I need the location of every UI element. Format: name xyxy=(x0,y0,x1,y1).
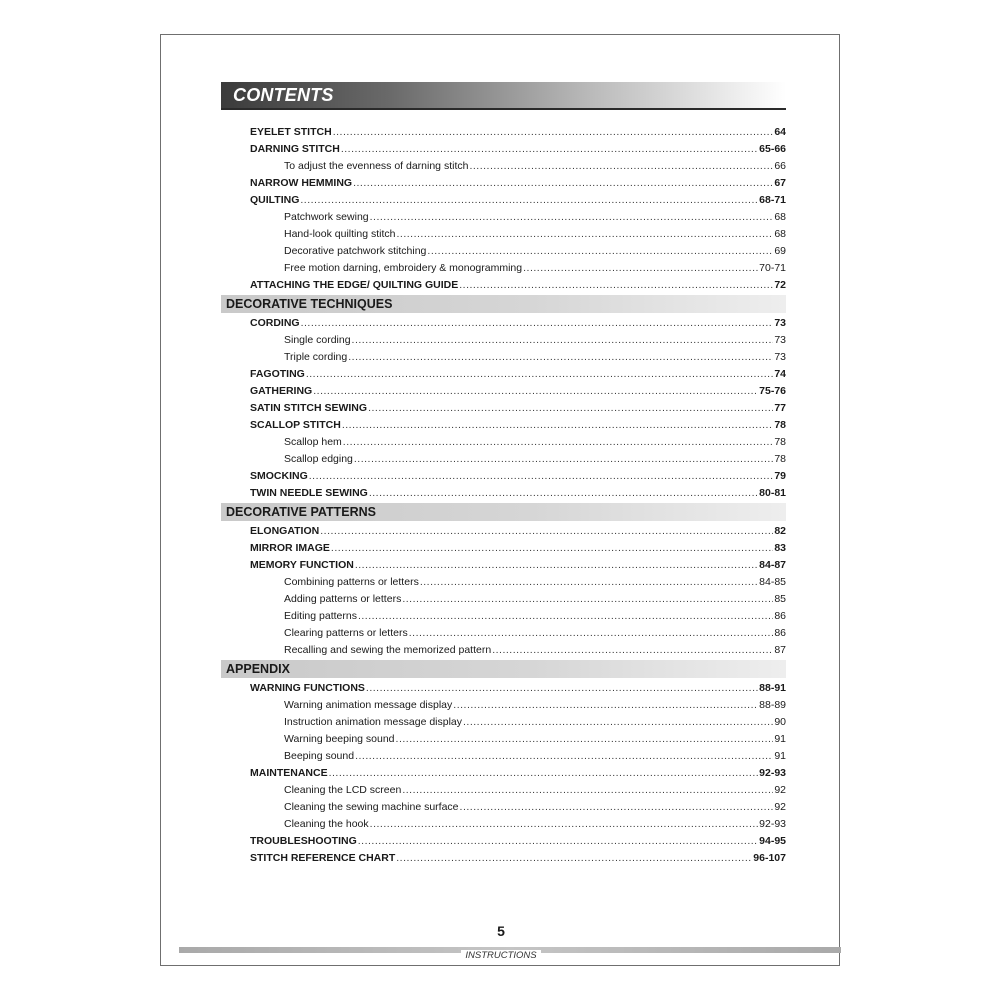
dot-leader xyxy=(300,192,758,209)
dot-leader xyxy=(402,591,773,608)
dot-leader xyxy=(463,714,773,731)
dot-leader xyxy=(396,850,752,867)
toc-entry-page: 86 xyxy=(774,627,786,639)
toc-entry-title: Warning beeping sound xyxy=(284,733,395,745)
toc-entry-page: 73 xyxy=(774,334,786,346)
toc-entry-title: Combining patterns or letters xyxy=(284,576,419,588)
toc-entry-page: 68 xyxy=(774,211,786,223)
dot-leader xyxy=(469,158,773,175)
toc-entry[interactable] xyxy=(221,680,786,697)
toc-subentry[interactable] xyxy=(221,591,786,608)
toc-entry-page: 67 xyxy=(774,177,786,189)
toc-subentry[interactable] xyxy=(221,332,786,349)
toc-entry-page: 91 xyxy=(774,733,786,745)
dot-leader xyxy=(355,557,758,574)
dot-leader xyxy=(453,697,758,714)
toc-subentry[interactable] xyxy=(221,226,786,243)
dot-leader xyxy=(313,383,758,400)
toc-subentry[interactable] xyxy=(221,731,786,748)
toc-entry-title: MEMORY FUNCTION xyxy=(250,559,354,571)
toc-entry-page: 82 xyxy=(774,525,786,537)
toc-entry-title: ATTACHING THE EDGE/ QUILTING GUIDE xyxy=(250,279,459,291)
section-header: DECORATIVE TECHNIQUES xyxy=(221,295,786,313)
toc-entry-title: Scallop hem xyxy=(284,436,342,448)
toc-entry[interactable] xyxy=(221,277,786,294)
toc-entry[interactable] xyxy=(221,417,786,434)
toc-subentry[interactable] xyxy=(221,434,786,451)
toc-entry-title: WARNING FUNCTIONS xyxy=(250,682,365,694)
toc-entry-title: Beeping sound xyxy=(284,750,355,762)
dot-leader xyxy=(306,366,773,383)
toc-entry-title: Triple cording xyxy=(284,351,348,363)
toc-entry-title: EYELET STITCH xyxy=(250,126,332,138)
dot-leader xyxy=(460,799,774,816)
table-of-contents xyxy=(221,124,786,867)
toc-subentry[interactable] xyxy=(221,574,786,591)
toc-entry-title: Decorative patchwork stitching xyxy=(284,245,427,257)
toc-entry[interactable] xyxy=(221,366,786,383)
toc-entry-page: 78 xyxy=(774,453,786,465)
toc-entry-title: FAGOTING xyxy=(250,368,305,380)
toc-entry-page: 83 xyxy=(774,542,786,554)
toc-subentry[interactable] xyxy=(221,349,786,366)
toc-entry-page: 84-85 xyxy=(759,576,786,588)
toc-entry-title: Recalling and sewing the memorized pattern xyxy=(284,644,492,656)
toc-entry-page: 69 xyxy=(774,245,786,257)
toc-entry-page: 96-107 xyxy=(753,852,786,864)
toc-subentry[interactable] xyxy=(221,642,786,659)
page-number: 5 xyxy=(497,923,505,939)
toc-subentry[interactable] xyxy=(221,816,786,833)
toc-entry-title: Clearing patterns or letters xyxy=(284,627,408,639)
dot-leader xyxy=(396,226,773,243)
footer-label-wrap xyxy=(161,945,841,963)
toc-entry-title: Cleaning the LCD screen xyxy=(284,784,402,796)
toc-entry-page: 92-93 xyxy=(759,767,786,779)
toc-entry[interactable] xyxy=(221,850,786,867)
toc-entry-title: CORDING xyxy=(250,317,300,329)
toc-subentry[interactable] xyxy=(221,625,786,642)
dot-leader xyxy=(492,642,773,659)
toc-entry-title: MAINTENANCE xyxy=(250,767,328,779)
footer-label: INSTRUCTIONS xyxy=(461,950,540,961)
toc-subentry[interactable] xyxy=(221,451,786,468)
toc-entry-title: To adjust the evenness of darning stitch xyxy=(284,160,469,172)
toc-entry[interactable] xyxy=(221,833,786,850)
toc-entry-title: Cleaning the sewing machine surface xyxy=(284,801,459,813)
toc-entry-title: DARNING STITCH xyxy=(250,143,340,155)
dot-leader xyxy=(348,349,773,366)
toc-entry-title: Cleaning the hook xyxy=(284,818,369,830)
toc-entry-title: ELONGATION xyxy=(250,525,320,537)
contents-title-bar xyxy=(221,82,786,110)
toc-entry-page: 74 xyxy=(774,368,786,380)
dot-leader xyxy=(353,175,773,192)
section-header: DECORATIVE PATTERNS xyxy=(221,503,786,521)
toc-entry-title: SCALLOP STITCH xyxy=(250,419,341,431)
toc-subentry[interactable] xyxy=(221,697,786,714)
toc-subentry[interactable] xyxy=(221,209,786,226)
toc-entry-page: 92 xyxy=(774,801,786,813)
toc-subentry[interactable] xyxy=(221,608,786,625)
toc-entry[interactable] xyxy=(221,765,786,782)
toc-entry[interactable] xyxy=(221,468,786,485)
toc-entry[interactable] xyxy=(221,523,786,540)
toc-entry-title: Patchwork sewing xyxy=(284,211,369,223)
dot-leader xyxy=(370,209,774,226)
toc-entry-page: 80-81 xyxy=(759,487,786,499)
toc-entry-page: 87 xyxy=(774,644,786,656)
toc-entry-page: 78 xyxy=(774,436,786,448)
toc-subentry[interactable] xyxy=(221,243,786,260)
toc-entry[interactable] xyxy=(221,383,786,400)
dot-leader xyxy=(329,765,759,782)
dot-leader xyxy=(309,468,774,485)
dot-leader xyxy=(402,782,773,799)
dot-leader xyxy=(409,625,774,642)
document-page xyxy=(160,34,840,966)
toc-entry-page: 94-95 xyxy=(759,835,786,847)
toc-entry-page: 64 xyxy=(774,126,786,138)
toc-entry-title: Warning animation message display xyxy=(284,699,453,711)
toc-entry-title: NARROW HEMMING xyxy=(250,177,353,189)
toc-entry-title: STITCH REFERENCE CHART xyxy=(250,852,396,864)
toc-subentry[interactable] xyxy=(221,748,786,765)
toc-entry-page: 84-87 xyxy=(759,559,786,571)
toc-entry-page: 92-93 xyxy=(759,818,786,830)
toc-entry[interactable] xyxy=(221,485,786,502)
toc-entry-page: 75-76 xyxy=(759,385,786,397)
dot-leader xyxy=(331,540,773,557)
toc-entry-title: Single cording xyxy=(284,334,351,346)
toc-entry-title: Hand-look quilting stitch xyxy=(284,228,396,240)
dot-leader xyxy=(342,417,774,434)
dot-leader xyxy=(343,434,774,451)
dot-leader xyxy=(320,523,773,540)
toc-entry-title: MIRROR IMAGE xyxy=(250,542,330,554)
toc-subentry[interactable] xyxy=(221,799,786,816)
toc-entry-page: 79 xyxy=(774,470,786,482)
toc-entry-page: 78 xyxy=(774,419,786,431)
dot-leader xyxy=(352,332,774,349)
toc-entry-title: Free motion darning, embroidery & monogramming xyxy=(284,262,523,274)
toc-entry-page: 73 xyxy=(774,351,786,363)
toc-entry[interactable] xyxy=(221,124,786,141)
toc-entry[interactable] xyxy=(221,175,786,192)
toc-entry-page: 68-71 xyxy=(759,194,786,206)
dot-leader xyxy=(358,833,758,850)
toc-entry-page: 72 xyxy=(774,279,786,291)
toc-entry-page: 88-89 xyxy=(759,699,786,711)
dot-leader xyxy=(358,608,773,625)
toc-entry-page: 86 xyxy=(774,610,786,622)
toc-entry-page: 88-91 xyxy=(759,682,786,694)
toc-entry-title: SMOCKING xyxy=(250,470,308,482)
toc-entry-page: 70-71 xyxy=(759,262,786,274)
toc-entry[interactable] xyxy=(221,141,786,158)
dot-leader xyxy=(369,485,758,502)
toc-entry[interactable] xyxy=(221,400,786,417)
toc-entry-page: 91 xyxy=(774,750,786,762)
toc-entry-title: Instruction animation message display xyxy=(284,716,463,728)
toc-entry-page: 73 xyxy=(774,317,786,329)
toc-entry-page: 92 xyxy=(774,784,786,796)
toc-entry-title: Adding patterns or letters xyxy=(284,593,402,605)
page-title: CONTENTS xyxy=(233,85,334,105)
toc-entry[interactable] xyxy=(221,540,786,557)
toc-entry-page: 68 xyxy=(774,228,786,240)
dot-leader xyxy=(523,260,758,277)
toc-entry-title: Scallop edging xyxy=(284,453,353,465)
toc-entry-title: QUILTING xyxy=(250,194,300,206)
dot-leader xyxy=(370,816,758,833)
toc-entry[interactable] xyxy=(221,315,786,332)
dot-leader xyxy=(355,748,773,765)
toc-entry-title: Editing patterns xyxy=(284,610,357,622)
toc-entry-page: 77 xyxy=(774,402,786,414)
section-header: APPENDIX xyxy=(221,660,786,678)
toc-subentry[interactable] xyxy=(221,260,786,277)
toc-entry[interactable] xyxy=(221,192,786,209)
toc-entry-title: TROUBLESHOOTING xyxy=(250,835,357,847)
dot-leader xyxy=(427,243,773,260)
toc-entry-page: 90 xyxy=(774,716,786,728)
dot-leader xyxy=(333,124,774,141)
toc-subentry[interactable] xyxy=(221,782,786,799)
toc-entry-page: 65-66 xyxy=(759,143,786,155)
toc-entry-title: TWIN NEEDLE SEWING xyxy=(250,487,368,499)
dot-leader xyxy=(354,451,773,468)
toc-entry-title: SATIN STITCH SEWING xyxy=(250,402,368,414)
dot-leader xyxy=(459,277,773,294)
toc-entry-title: GATHERING xyxy=(250,385,313,397)
dot-leader xyxy=(368,400,773,417)
dot-leader xyxy=(341,141,758,158)
dot-leader xyxy=(366,680,758,697)
toc-entry[interactable] xyxy=(221,557,786,574)
dot-leader xyxy=(301,315,774,332)
toc-subentry[interactable] xyxy=(221,158,786,175)
toc-subentry[interactable] xyxy=(221,714,786,731)
toc-entry-page: 66 xyxy=(774,160,786,172)
dot-leader xyxy=(420,574,758,591)
dot-leader xyxy=(396,731,774,748)
toc-entry-page: 85 xyxy=(774,593,786,605)
